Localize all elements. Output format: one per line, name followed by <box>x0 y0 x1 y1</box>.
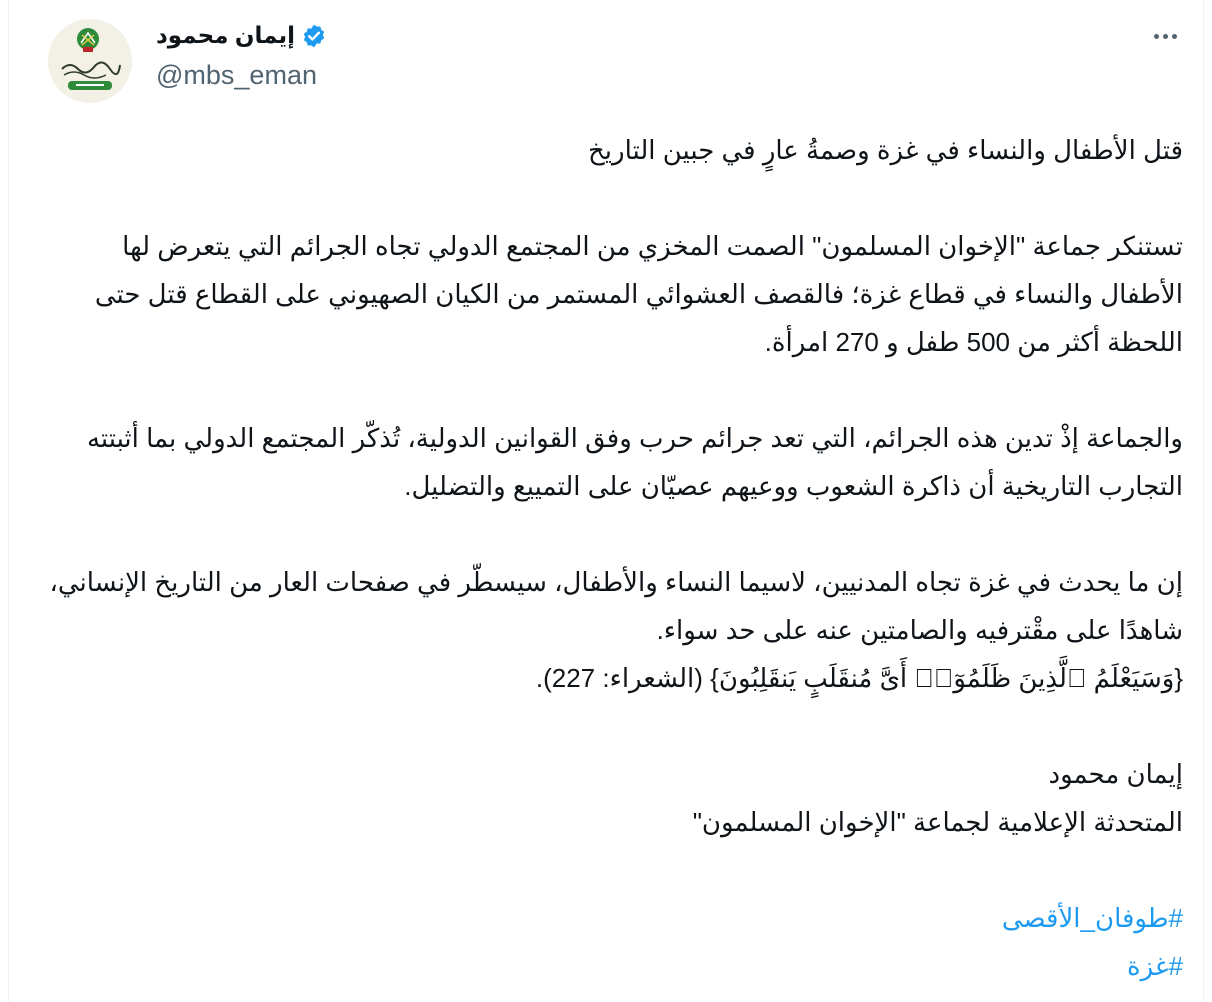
hashtag-link[interactable]: #طوفان_الأقصى <box>1001 903 1183 933</box>
paragraph <box>53 126 1183 174</box>
hashtags <box>53 894 1183 990</box>
signature <box>53 750 1183 846</box>
post-line: إن ما يحدث في غزة تجاه المدنيين، لاسيما النساء والأطفال، سيسطّر في صفحات العار من التاريخ الإنساني، <box>49 567 1183 597</box>
paragraph <box>53 414 1183 510</box>
post-text <box>49 126 1183 990</box>
post-line: اللحظة أكثر من 500 طفل و 270 امرأة. <box>764 327 1183 357</box>
hashtag-link[interactable]: #غزة <box>1126 951 1183 981</box>
signature-title: المتحدثة الإعلامية لجماعة "الإخوان المسلمون" <box>692 807 1183 837</box>
paragraph <box>49 558 1183 702</box>
post-card <box>8 0 1204 1002</box>
signature-name: إيمان محمود <box>1048 759 1183 789</box>
post-line: التجارب التاريخية أن ذاكرة الشعوب ووعيهم عصيّان على التمييع والتضليل. <box>404 471 1183 501</box>
ikhwan-logo-icon <box>48 19 132 103</box>
post-line: {وَسَيَعْلَمُ ٱلَّذِينَ ظَلَمُوٓا۟ أَىَّ مُنقَلَبٍ يَنقَلِبُونَ} (الشعراء: 227). <box>535 663 1183 693</box>
more-options-button[interactable] <box>1145 20 1185 52</box>
more-horizontal-icon-dot <box>1172 34 1177 39</box>
user-handle[interactable]: @mbs_eman <box>156 60 317 90</box>
post-line: قتل الأطفال والنساء في غزة وصمةُ عارٍ في جبين التاريخ <box>588 135 1183 165</box>
display-name: إيمان محمود <box>156 22 296 48</box>
verified-badge-icon <box>301 23 327 49</box>
more-horizontal-icon-dot <box>1163 34 1168 39</box>
post-line: تستنكر جماعة "الإخوان المسلمون" الصمت المخزي من المجتمع الدولي تجاه الجرائم التي يتعرض لها <box>122 231 1183 261</box>
post-line: شاهدًا على مقْترفيه والصامتين عنه على حد سواء. <box>656 615 1183 645</box>
avatar[interactable] <box>48 19 132 103</box>
author-name-row[interactable] <box>156 22 327 49</box>
post-line: والجماعة إذْ تدين هذه الجرائم، التي تعد جرائم حرب وفق القوانين الدولية، تُذكّر المجتمع الدولي بما أثبتته <box>86 423 1183 453</box>
more-horizontal-icon-dot <box>1154 34 1159 39</box>
paragraph <box>53 222 1183 366</box>
post-line: الأطفال والنساء في قطاع غزة؛ فالقصف العشوائي المستمر من الكيان الصهيوني على القطاع قتل حتى <box>94 279 1183 309</box>
